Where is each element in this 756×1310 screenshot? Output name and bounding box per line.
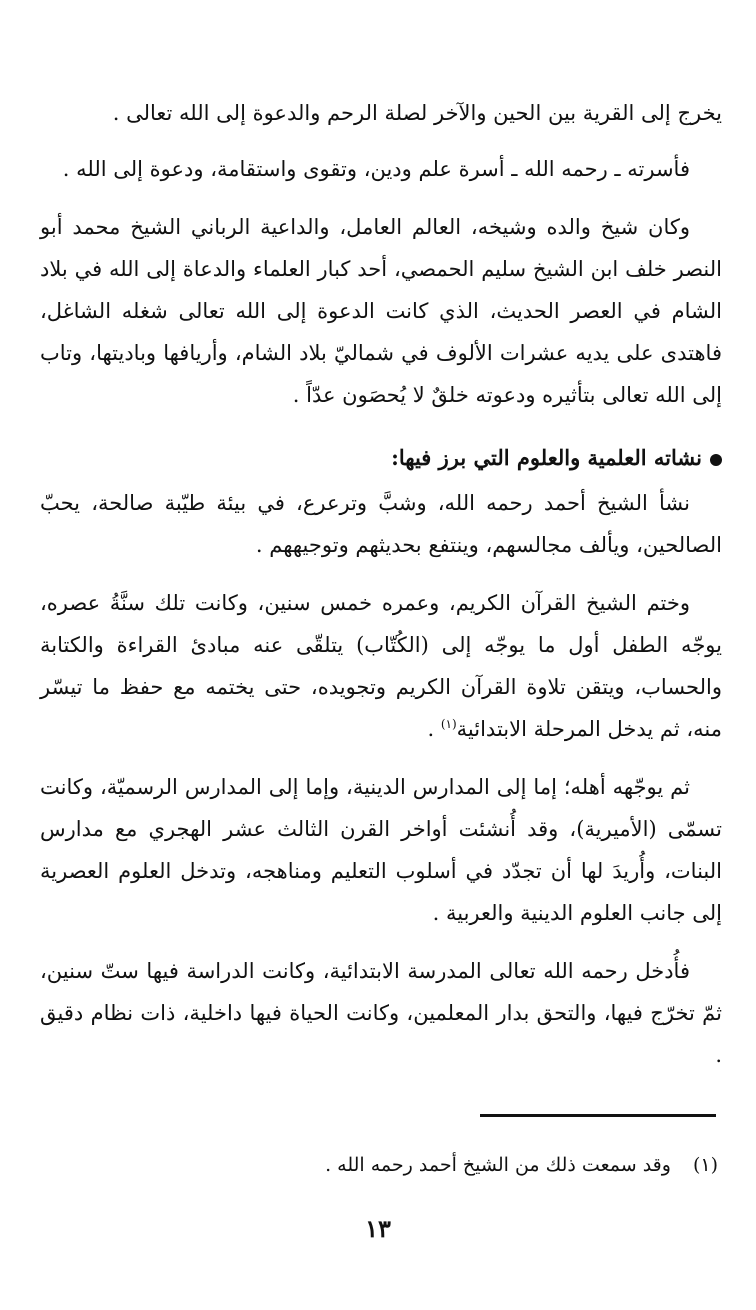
section-heading bbox=[40, 438, 722, 478]
page-body bbox=[40, 92, 722, 1092]
footnote-text: وقد سمعت ذلك من الشيخ أحمد رحمه الله . bbox=[325, 1154, 671, 1176]
footnote-number: (١) bbox=[692, 1154, 718, 1176]
paragraph-family: فأسرته ـ رحمه الله ـ أسرة علم ودين، وتقوى واستقامة، ودعوة إلى الله . bbox=[62, 157, 690, 181]
paragraph-schools: ثم يوجّهه أهله؛ إما إلى المدارس الدينية، وإما إلى المدارس الرسميّة، وكانت تسمّى (الأميرية)، وقد أُنشئت أواخر القرن الثالث عشر الهجري مع مدارس البنات، وأُريدَ لها أن تجدّد في أسلوب التعليم ومناهجه، وتدخل العلوم العصرية إلى جانب العلوم الدينية والعربية . bbox=[40, 775, 722, 925]
paragraph-teacher: وكان شيخ والده وشيخه، العالم العامل، والداعية الرباني الشيخ محمد أبو النصر خلف ابن الشيخ سليم الحمصي، أحد كبار العلماء والدعاة إلى الله في بلاد الشام في العصر الحديث، الذي كانت الدعوة إلى الله تعالى شغله الشاغل، فاهتدى على يديه عشرات الألوف في شماليّ بلاد الشام، وأريافها وباديتها، وتاب إلى الله تعالى بتأثيره ودعوته خلقٌ لا يُحصَون عدّاً . bbox=[40, 215, 722, 407]
paragraph-quran bbox=[40, 582, 722, 750]
paragraph-continuation: يخرج إلى القرية بين الحين والآخر لصلة الرحم والدعوة إلى الله تعالى . bbox=[112, 101, 722, 125]
footnote-divider bbox=[480, 1114, 716, 1117]
footnote bbox=[38, 1150, 718, 1180]
paragraph-quran-text: وختم الشيخ القرآن الكريم، وعمره خمس سنين، وكانت تلك سنَّةُ عصره، يوجّه الطفل أول ما يوجّه إلى (الكُتّاب) يتلقّى عنه مبادئ القراءة والكتابة والحساب، ويتقن تلاوة القرآن الكريم وتجويده، حتى يختمه مع حفظ ما تيسّر منه، ثم يدخل المرحلة الابتدائية bbox=[40, 591, 722, 741]
paragraph-quran-end: . bbox=[427, 717, 441, 741]
paragraph-upbringing: نشأ الشيخ أحمد رحمه الله، وشبَّ وترعرع، في بيئة طيّبة صالحة، يحبّ الصالحين، ويألف مجالسهم، وينتفع بحديثهم وتوجيههم . bbox=[40, 491, 722, 557]
bullet-icon bbox=[710, 454, 722, 466]
footnote-marker[interactable]: (١) bbox=[440, 717, 457, 731]
page-number: ١٣ bbox=[365, 1214, 391, 1243]
section-heading-text: نشاته العلمية والعلوم التي برز فيها: bbox=[391, 445, 702, 470]
paragraph-primary-school: فأُدخل رحمه الله تعالى المدرسة الابتدائية، وكانت الدراسة فيها ستّ سنين، ثمّ تخرّج فيها، والتحق بدار المعلمين، وكانت الحياة فيها داخلية، ذات نظام دقيق . bbox=[40, 959, 722, 1067]
